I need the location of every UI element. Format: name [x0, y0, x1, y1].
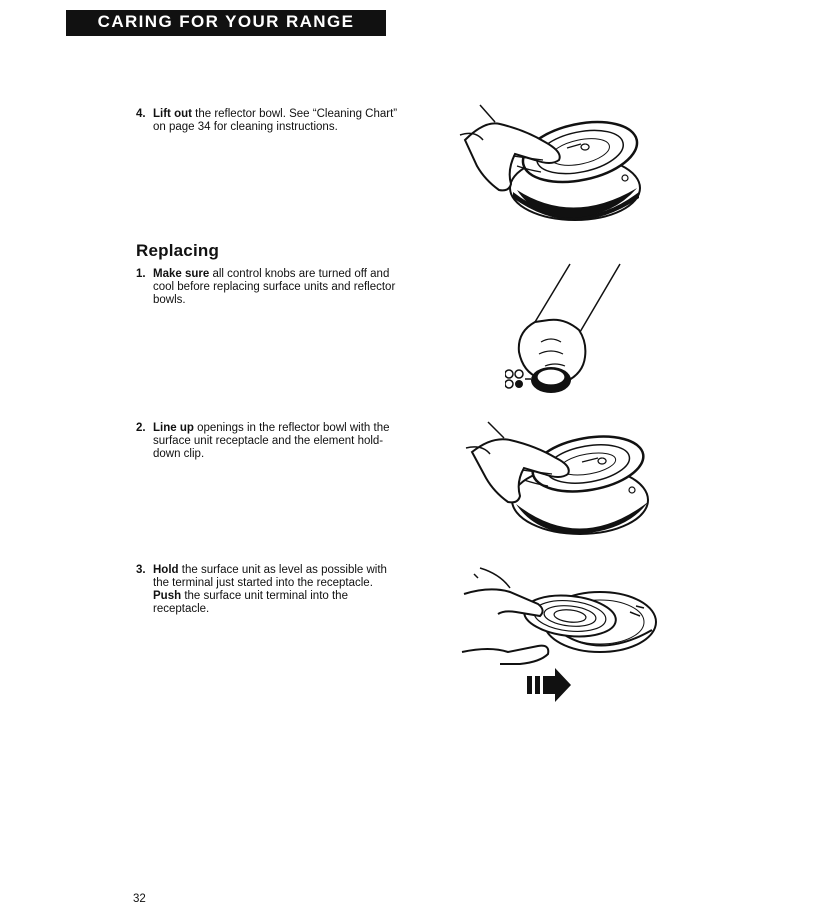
hand-lifting-reflector-bowl-icon — [455, 100, 655, 230]
step-number: 3. — [136, 564, 146, 576]
section-heading: Replacing — [136, 241, 220, 260]
step-number: 1. — [136, 268, 146, 280]
step-2 — [136, 422, 404, 461]
step-1 — [136, 268, 404, 307]
step-4 — [136, 108, 404, 134]
page-title: CARING FOR YOUR RANGE — [97, 12, 355, 31]
step-bold: Line up — [153, 422, 194, 434]
arrow-right-icon — [527, 666, 573, 704]
hand-aligning-reflector-bowl-icon — [460, 418, 660, 543]
step-bold-2: Push — [153, 590, 182, 602]
step-text: openings in the reflector bowl with the surface unit receptacle and the element hold-down clip. — [153, 422, 390, 460]
hands-inserting-surface-unit-icon — [460, 560, 660, 670]
step-bold: Make sure — [153, 268, 210, 280]
page-number: 32 — [133, 893, 146, 905]
step-number: 2. — [136, 422, 146, 434]
hand-turning-control-knob-icon — [505, 262, 635, 402]
step-number: 4. — [136, 108, 146, 120]
header-bar — [66, 10, 386, 36]
step-bold: Lift out — [153, 108, 192, 120]
step-bold: Hold — [153, 564, 179, 576]
step-text: the reflector bowl. See “Cleaning Chart” on page 34 for cleaning instructions. — [153, 108, 398, 133]
step-text-2: the surface unit terminal into the receptacle. — [153, 590, 348, 615]
step-3 — [136, 564, 404, 616]
step-text: the surface unit as level as possible with the terminal just started into the receptacle. — [153, 564, 387, 589]
step-text: all control knobs are turned off and cool before replacing surface units and reflector bowls. — [153, 268, 396, 306]
